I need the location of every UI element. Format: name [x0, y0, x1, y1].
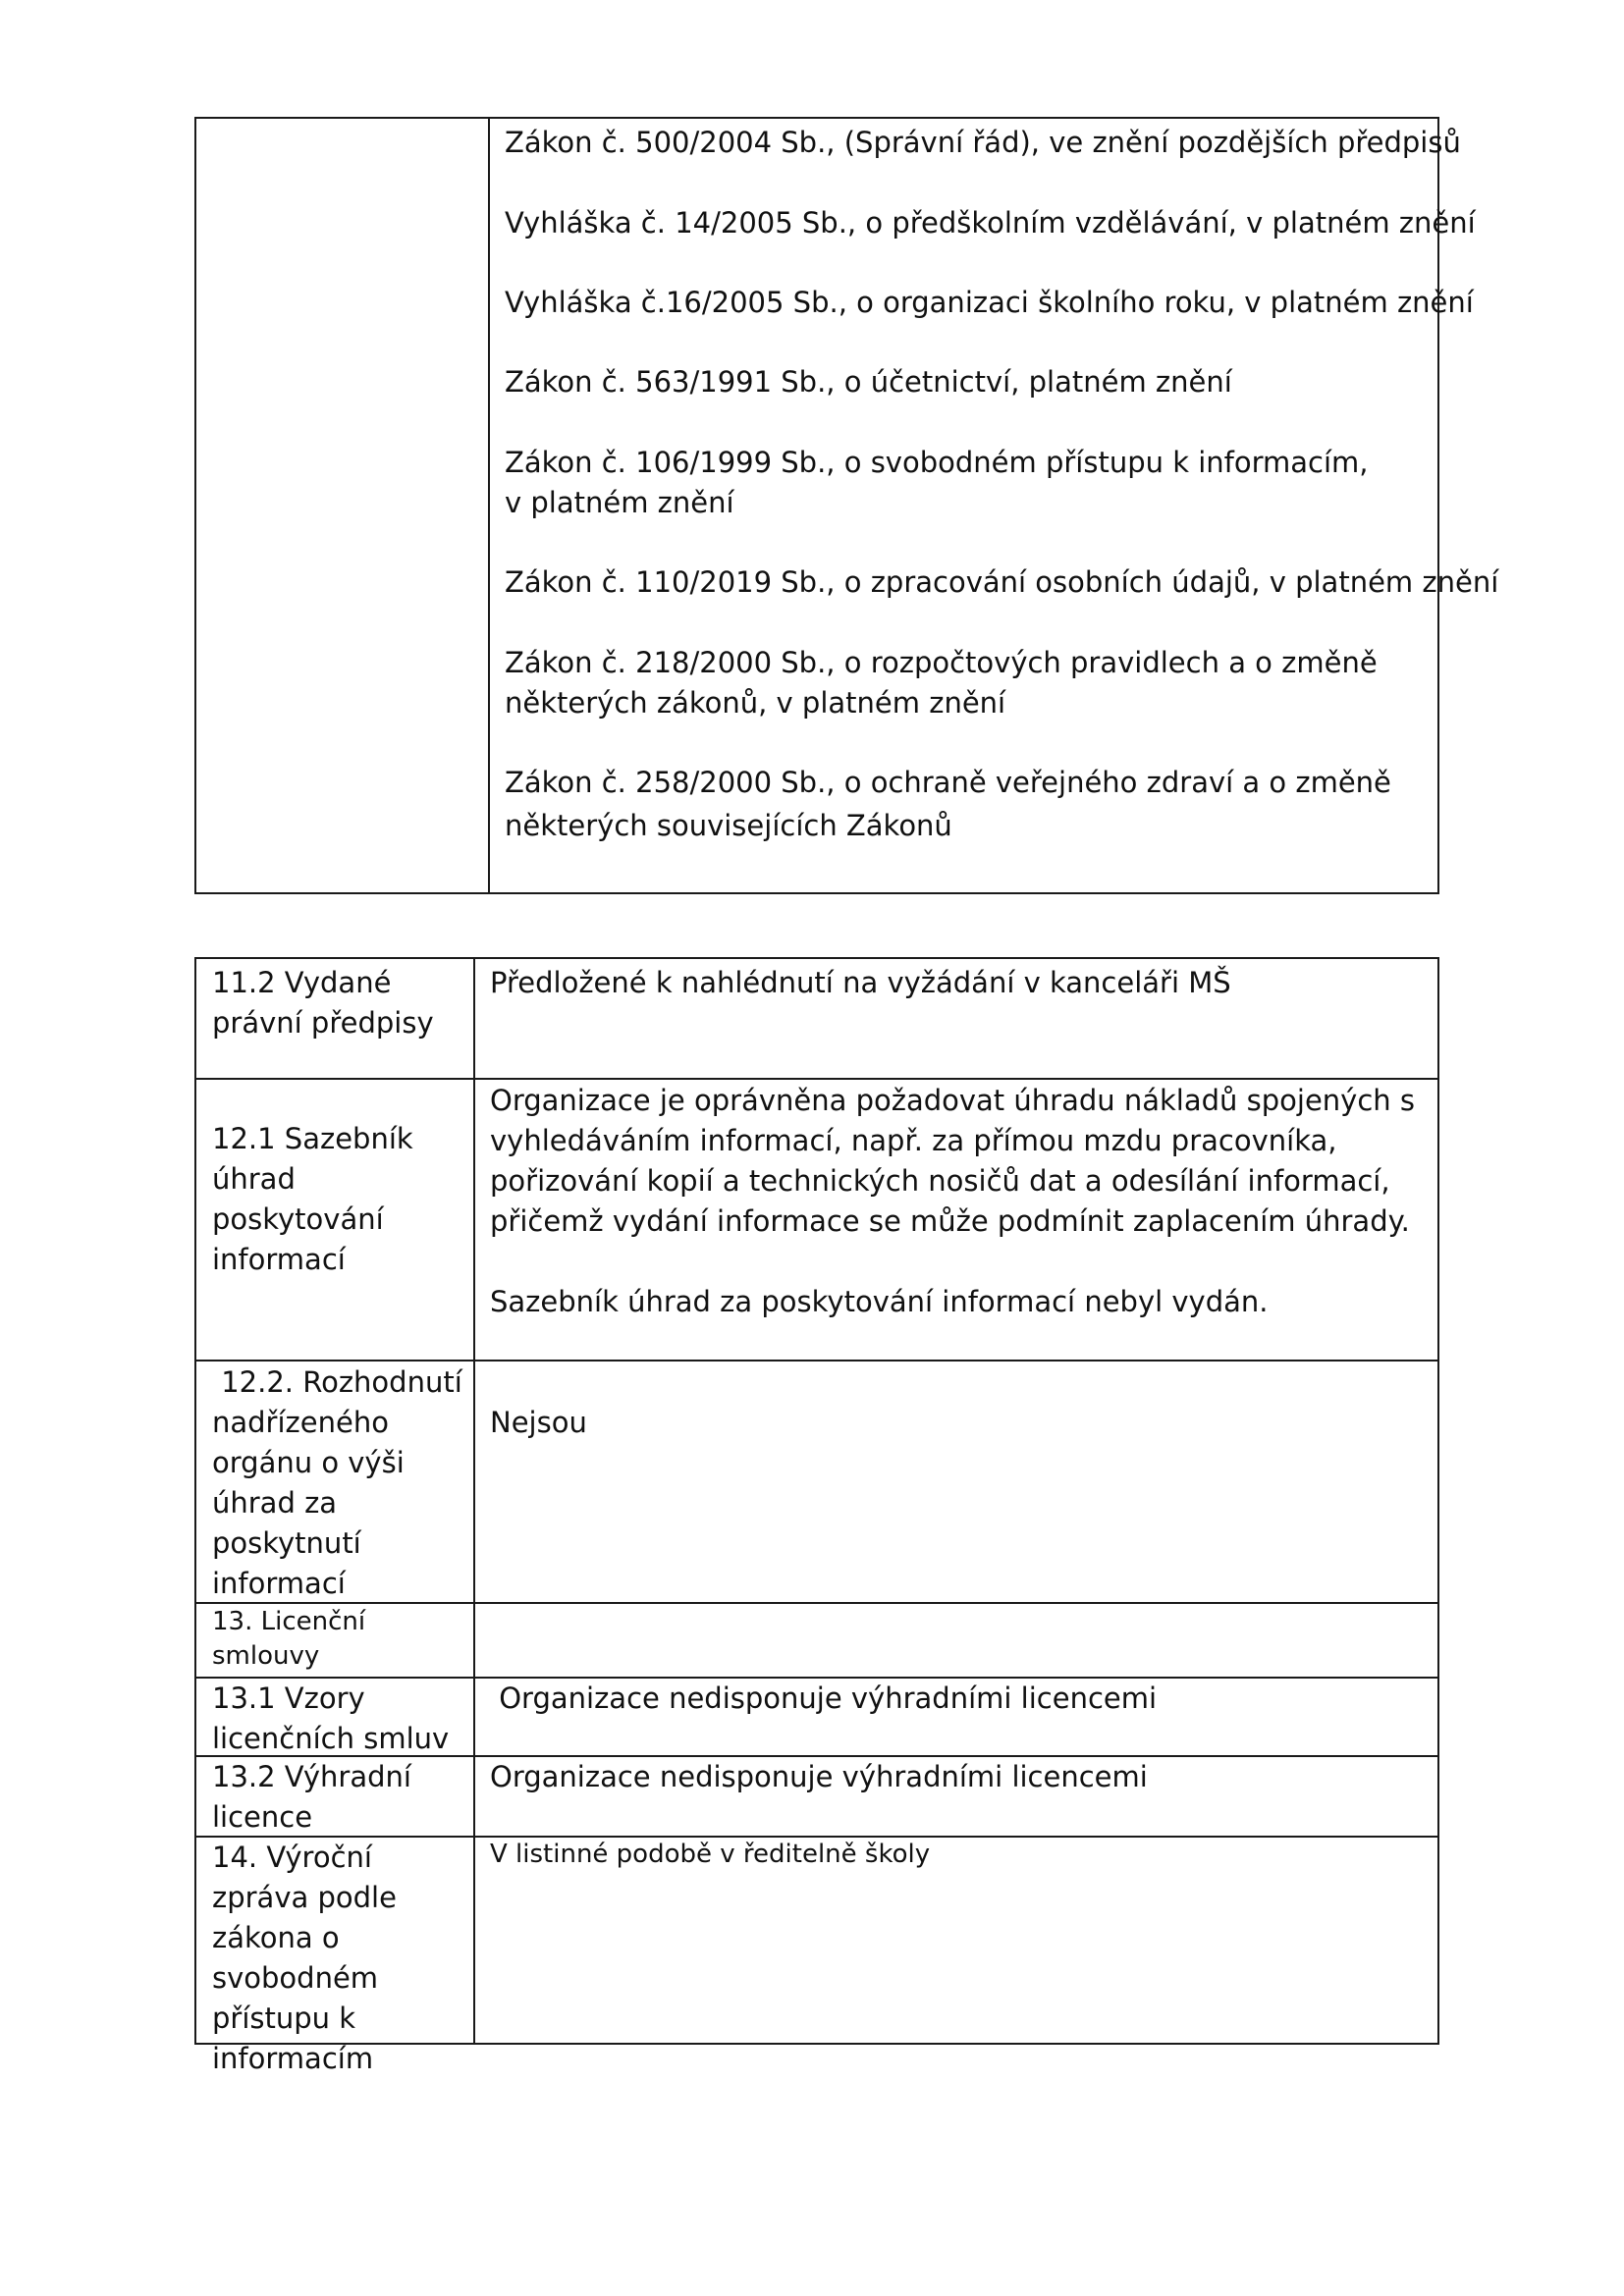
column-divider	[473, 959, 475, 2043]
law-item: některých souvisejících Zákonů	[505, 809, 952, 842]
laws-table	[194, 117, 1499, 894]
row-text: Organizace nedisponuje výhradními licencemi	[490, 1760, 1148, 1793]
law-item: Vyhláška č. 14/2005 Sb., o předškolním vzdělávání, v platném znění	[505, 206, 1476, 240]
row-text: Organizace nedisponuje výhradními licencemi	[490, 1682, 1158, 1715]
law-item: Zákon č. 218/2000 Sb., o rozpočtových pravidlech a o změně	[505, 646, 1378, 679]
row-text-line: Organizace je oprávněna požadovat úhradu nákladů spojených s	[490, 1084, 1415, 1117]
row-label: 13.2 Výhradní licence	[212, 1760, 411, 1834]
row-text-line: přičemž vydání informace se může podmínit zaplacením úhrady.	[490, 1204, 1410, 1238]
information-table	[194, 957, 1439, 2075]
row-text: Předložené k nahlédnutí na vyžádání v kanceláři MŠ	[490, 966, 1231, 999]
row-text: V listinné podobě v ředitelně školy	[490, 1840, 931, 1869]
row-label: 12.2. Rozhodnutí nadřízeného orgánu o výši úhrad za poskytnutí informací	[212, 1365, 471, 1600]
column-divider	[488, 119, 490, 892]
row-text: Sazebník úhrad za poskytování informací nebyl vydán.	[490, 1285, 1269, 1318]
row-divider	[196, 1360, 1437, 1362]
row-text-line: pořizování kopií a technických nosičů dat a odesílání informací,	[490, 1164, 1390, 1198]
row-label: 12.1 Sazebník úhrad poskytování informací	[212, 1122, 413, 1276]
law-item: Zákon č. 110/2019 Sb., o zpracování osobních údajů, v platném znění	[505, 565, 1499, 599]
law-item: některých zákonů, v platném znění	[505, 686, 1006, 720]
law-item: Zákon č. 106/1999 Sb., o svobodném přístupu k informacím,	[505, 446, 1369, 479]
row-label: 14. Výroční zpráva podle zákona o svobodném přístupu k informacím	[212, 1841, 397, 2075]
row-label: 11.2 Vydané právní předpisy	[212, 966, 434, 1040]
law-item: Vyhláška č.16/2005 Sb., o organizaci školního roku, v platném znění	[505, 286, 1474, 319]
row-label: 13. Licenční smlouvy	[212, 1607, 366, 1671]
row-text-line: vyhledáváním informací, např. za přímou mzdu pracovníka,	[490, 1124, 1337, 1157]
row-label: 13.1 Vzory licenčních smluv	[212, 1682, 450, 1755]
law-item: Zákon č. 500/2004 Sb., (Správní řád), ve znění pozdějších předpisů	[505, 126, 1461, 159]
law-item: Zákon č. 563/1991 Sb., o účetnictví, platném znění	[505, 365, 1232, 399]
law-item: v platném znění	[505, 486, 734, 519]
row-text: Nejsou	[490, 1406, 587, 1439]
law-item: Zákon č. 258/2000 Sb., o ochraně veřejného zdraví a o změně	[505, 766, 1391, 799]
row-divider	[196, 1078, 1437, 1080]
